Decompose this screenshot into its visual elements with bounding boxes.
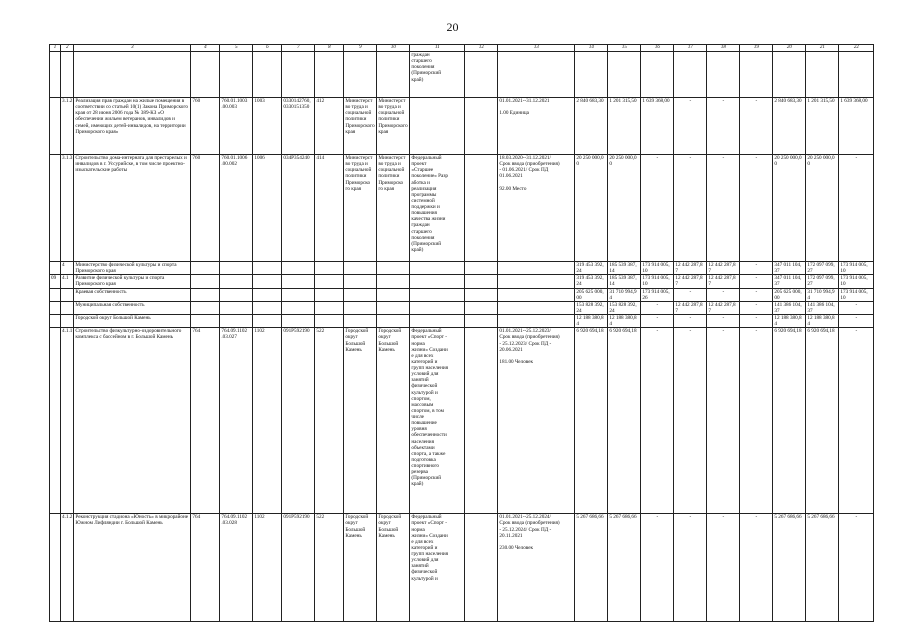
cell-col-1 xyxy=(50,328,61,514)
cell-col-1 xyxy=(50,301,61,314)
cell-col-5: 764.09.1102 .03.027 xyxy=(220,328,253,514)
budget-table xyxy=(49,44,874,622)
cell-col-17: - xyxy=(674,328,707,514)
cell-col-19: - xyxy=(740,98,773,155)
column-number-4: 4 xyxy=(191,45,220,52)
cell-col-8 xyxy=(315,275,344,288)
cell-col-19: - xyxy=(740,275,773,288)
cell-col-19: - xyxy=(740,262,773,275)
cell-col-17: - xyxy=(674,98,707,155)
table-row xyxy=(50,288,874,301)
cell-col-13: 01.01.2021--25.12.2023/ Срок ввода (приобретения) - 25.12.2023/ Срок ПД - 20.06.2021 181.00 Человек xyxy=(498,328,575,514)
cell-col-13 xyxy=(498,288,575,301)
cell-col-19 xyxy=(740,52,773,98)
cell-col-15: 12 188 380,8 4 xyxy=(608,315,641,328)
cell-col-18: 12 442 287,8 7 xyxy=(707,262,740,275)
cell-col-2: 4.1.2 xyxy=(61,514,74,622)
cell-col-3: Министерство физической культуры и спорта Приморского края xyxy=(74,262,191,275)
cell-col-9 xyxy=(344,275,377,288)
cell-col-19: - xyxy=(740,288,773,301)
cell-col-12 xyxy=(465,262,498,275)
table-row xyxy=(50,275,874,288)
cell-col-20: 205 625 000, 00 xyxy=(773,288,806,301)
column-number-3: 3 xyxy=(74,45,191,52)
cell-col-2: 3.1.3 xyxy=(61,155,74,262)
cell-col-11: Федеральный проект «Спорт - норма жизни» Создани е для всех категорий и групп населения условий для занятий физической культурой и спортом, массовым спортом, в том числе повышение уровня обеспеченности населения объектами спорта, а также подготовка спортивного резерва (Приморский край) xyxy=(410,328,465,514)
cell-col-2 xyxy=(61,288,74,301)
cell-col-13: 01.01.2021--31.12.2021 1.00 Единица xyxy=(498,98,575,155)
cell-col-14: 12 188 380,8 4 xyxy=(575,315,608,328)
cell-col-4: 764 xyxy=(191,514,220,622)
cell-col-5 xyxy=(220,301,253,314)
cell-col-7: 0330142760, 0330151350 xyxy=(282,98,315,155)
cell-col-5 xyxy=(220,288,253,301)
cell-col-1: 09 xyxy=(50,275,61,288)
cell-col-18: - xyxy=(707,315,740,328)
cell-col-7 xyxy=(282,301,315,314)
table-row xyxy=(50,155,874,262)
cell-col-19: - xyxy=(740,514,773,622)
cell-col-9: Городской округ Большой Камень xyxy=(344,514,377,622)
cell-col-18: - xyxy=(707,98,740,155)
cell-col-3 xyxy=(74,52,191,98)
cell-col-10 xyxy=(377,52,410,98)
cell-col-6 xyxy=(253,275,282,288)
cell-col-21: 31 710 994,9 4 xyxy=(806,288,839,301)
cell-col-2: 4 xyxy=(61,262,74,275)
cell-col-5: 764.09.1102 .03.028 xyxy=(220,514,253,622)
cell-col-10: Министерст во труда и социальной политики Приморско го края xyxy=(377,155,410,262)
cell-col-17: 12 442 287,8 7 xyxy=(674,301,707,314)
cell-col-20: 5 267 686,66 xyxy=(773,514,806,622)
cell-col-11: граждан старшего поколения (Приморский край) xyxy=(410,52,465,98)
cell-col-14: 6 920 694,18 xyxy=(575,328,608,514)
cell-col-4: 760 xyxy=(191,155,220,262)
cell-col-22: 1 639 368,00 xyxy=(839,98,874,155)
column-number-13: 13 xyxy=(498,45,575,52)
cell-col-11 xyxy=(410,275,465,288)
cell-col-8 xyxy=(315,52,344,98)
cell-col-15: 185 539 387, 14 xyxy=(608,262,641,275)
cell-col-6: 1102 xyxy=(253,514,282,622)
cell-col-10: Министерст во труда и социальной политики Приморского края xyxy=(377,98,410,155)
cell-col-5 xyxy=(220,275,253,288)
cell-col-12 xyxy=(465,52,498,98)
column-number-15: 15 xyxy=(608,45,641,52)
cell-col-6 xyxy=(253,288,282,301)
cell-col-22: 173 914 005, 10 xyxy=(839,288,874,301)
cell-col-7: 091Р592190 xyxy=(282,328,315,514)
continuation-row xyxy=(50,52,874,98)
cell-col-16: - xyxy=(641,315,674,328)
cell-col-9: Городской округ Большой Камень xyxy=(344,328,377,514)
cell-col-4 xyxy=(191,301,220,314)
cell-col-7 xyxy=(282,315,315,328)
cell-col-16: - xyxy=(641,301,674,314)
cell-col-14: 319 453 392, 24 xyxy=(575,262,608,275)
cell-col-15: 6 920 694,18 xyxy=(608,328,641,514)
column-number-21: 21 xyxy=(806,45,839,52)
column-number-17: 17 xyxy=(674,45,707,52)
cell-col-8: 522 xyxy=(315,328,344,514)
cell-col-3: Краевая собственность xyxy=(74,288,191,301)
cell-col-4: 764 xyxy=(191,328,220,514)
cell-col-20: 20 250 000,0 0 xyxy=(773,155,806,262)
cell-col-22: - xyxy=(839,315,874,328)
cell-col-12 xyxy=(465,514,498,622)
table-row xyxy=(50,315,874,328)
cell-col-6 xyxy=(253,301,282,314)
cell-col-14: 205 625 000, 00 xyxy=(575,288,608,301)
cell-col-5 xyxy=(220,315,253,328)
cell-col-2 xyxy=(61,315,74,328)
cell-col-14 xyxy=(575,52,608,98)
cell-col-22: - xyxy=(839,301,874,314)
cell-col-11: Федеральный проект «Спорт - норма жизни» Создани е для всех категорий и групп населения условий для занятий физической культурой и xyxy=(410,514,465,622)
cell-col-10 xyxy=(377,262,410,275)
cell-col-16: - xyxy=(641,514,674,622)
column-number-14: 14 xyxy=(575,45,608,52)
cell-col-8 xyxy=(315,301,344,314)
cell-col-19: - xyxy=(740,155,773,262)
cell-col-18: - xyxy=(707,328,740,514)
cell-col-16: 173 914 005, 26 xyxy=(641,288,674,301)
cell-col-3: Строительство дома-интерната для престарелых и инвалидов в г. Уссурийске, в том числе проектно-изыскательские работы xyxy=(74,155,191,262)
cell-col-9 xyxy=(344,52,377,98)
cell-col-8 xyxy=(315,288,344,301)
cell-col-10: Городской округ Большой Камень xyxy=(377,328,410,514)
cell-col-10: Городской округ Большой Камень xyxy=(377,514,410,622)
cell-col-19: - xyxy=(740,315,773,328)
cell-col-5 xyxy=(220,52,253,98)
cell-col-15 xyxy=(608,52,641,98)
cell-col-9: Министерст во труда и социальной политики Приморско го края xyxy=(344,155,377,262)
cell-col-13 xyxy=(498,52,575,98)
cell-col-20: 6 920 694,18 xyxy=(773,328,806,514)
cell-col-14: 153 828 392, 24 xyxy=(575,301,608,314)
cell-col-14: 2 840 683,30 xyxy=(575,98,608,155)
column-number-8: 8 xyxy=(315,45,344,52)
cell-col-7 xyxy=(282,275,315,288)
cell-col-8: 412 xyxy=(315,98,344,155)
cell-col-15: 31 710 994,9 4 xyxy=(608,288,641,301)
cell-col-1 xyxy=(50,514,61,622)
column-number-19: 19 xyxy=(740,45,773,52)
cell-col-15: 5 267 686,66 xyxy=(608,514,641,622)
cell-col-1 xyxy=(50,262,61,275)
cell-col-19: - xyxy=(740,328,773,514)
cell-col-20: 12 188 380,8 4 xyxy=(773,315,806,328)
cell-col-1 xyxy=(50,52,61,98)
cell-col-7 xyxy=(282,52,315,98)
table-row xyxy=(50,514,874,622)
cell-col-5: 760.01.1003 .00.003 xyxy=(220,98,253,155)
cell-col-4 xyxy=(191,315,220,328)
cell-col-20: 347 011 104, 37 xyxy=(773,275,806,288)
cell-col-21: 141 386 104, 37 xyxy=(806,301,839,314)
cell-col-16: - xyxy=(641,328,674,514)
cell-col-4 xyxy=(191,262,220,275)
cell-col-11 xyxy=(410,98,465,155)
cell-col-21 xyxy=(806,52,839,98)
cell-col-18: - xyxy=(707,514,740,622)
cell-col-9 xyxy=(344,301,377,314)
cell-col-10 xyxy=(377,315,410,328)
cell-col-12 xyxy=(465,155,498,262)
column-number-2: 2 xyxy=(61,45,74,52)
cell-col-11 xyxy=(410,262,465,275)
cell-col-20: 141 386 104, 37 xyxy=(773,301,806,314)
column-number-20: 20 xyxy=(773,45,806,52)
column-number-10: 10 xyxy=(377,45,410,52)
cell-col-9 xyxy=(344,288,377,301)
cell-col-17: - xyxy=(674,155,707,262)
cell-col-21: 20 250 000,0 0 xyxy=(806,155,839,262)
column-number-22: 22 xyxy=(839,45,874,52)
column-number-9: 9 xyxy=(344,45,377,52)
table-row xyxy=(50,262,874,275)
cell-col-22: 173 914 005, 10 xyxy=(839,275,874,288)
cell-col-10 xyxy=(377,301,410,314)
cell-col-4 xyxy=(191,275,220,288)
cell-col-22: - xyxy=(839,328,874,514)
cell-col-10 xyxy=(377,288,410,301)
cell-col-17: - xyxy=(674,315,707,328)
cell-col-13: 18.03.2020--31.12.2021/ Срок ввода (приобретения) - 01.06.2021/ Срок ПД 01.06.2021 92.00 Место xyxy=(498,155,575,262)
cell-col-22 xyxy=(839,52,874,98)
cell-col-19: - xyxy=(740,301,773,314)
page-number: 20 xyxy=(446,20,459,34)
cell-col-14: 5 267 686,66 xyxy=(575,514,608,622)
cell-col-6: 1003 xyxy=(253,98,282,155)
cell-col-8: 522 xyxy=(315,514,344,622)
cell-col-17: 12 442 287,8 7 xyxy=(674,275,707,288)
cell-col-20: 347 011 104, 37 xyxy=(773,262,806,275)
cell-col-12 xyxy=(465,328,498,514)
cell-col-13: 01.01.2021--25.12.2024/ Срок ввода (приобретения) - 25.12.2024/ Срок ПД - 20.11.2021 230.00 Человек xyxy=(498,514,575,622)
table-row xyxy=(50,301,874,314)
cell-col-10 xyxy=(377,275,410,288)
cell-col-5: 760.01.1006 .00.002 xyxy=(220,155,253,262)
cell-col-6: 1102 xyxy=(253,328,282,514)
cell-col-6: 1006 xyxy=(253,155,282,262)
column-number-row xyxy=(50,45,874,52)
cell-col-7: 091Р592190 xyxy=(282,514,315,622)
cell-col-15: 185 539 387, 14 xyxy=(608,275,641,288)
cell-col-17 xyxy=(674,52,707,98)
cell-col-11 xyxy=(410,315,465,328)
cell-col-1 xyxy=(50,315,61,328)
cell-col-3: Реализация прав граждан на жилые помещения в соответствии со статьей 10(1) Закона Приморского края от 28 июня 2006 года № 389-КЗ «О обеспечении жильем ветеранов, инвалидов и семей, имеющих детей-инвалидов, на территории Приморского края» xyxy=(74,98,191,155)
cell-col-12 xyxy=(465,301,498,314)
cell-col-16: 173 914 005, 10 xyxy=(641,262,674,275)
cell-col-11: Федеральный проект «Старшее поколение» Разр аботка и реализация программы системной поддержки и повышения качества жизни граждан старшего поколения (Приморский край) xyxy=(410,155,465,262)
column-number-1: 1 xyxy=(50,45,61,52)
cell-col-16: 1 639 368,00 xyxy=(641,98,674,155)
cell-col-14: 20 250 000,0 0 xyxy=(575,155,608,262)
cell-col-21: 172 097 099, 27 xyxy=(806,275,839,288)
cell-col-17: - xyxy=(674,288,707,301)
cell-col-18: 12 442 287,8 7 xyxy=(707,275,740,288)
cell-col-13 xyxy=(498,262,575,275)
cell-col-6 xyxy=(253,262,282,275)
column-number-6: 6 xyxy=(253,45,282,52)
cell-col-2: 4.1.1 xyxy=(61,328,74,514)
cell-col-22: 173 914 005, 10 xyxy=(839,262,874,275)
cell-col-18: 12 442 287,8 7 xyxy=(707,301,740,314)
cell-col-13 xyxy=(498,301,575,314)
column-number-16: 16 xyxy=(641,45,674,52)
cell-col-13 xyxy=(498,315,575,328)
cell-col-18: - xyxy=(707,155,740,262)
cell-col-8 xyxy=(315,262,344,275)
column-number-12: 12 xyxy=(465,45,498,52)
cell-col-1 xyxy=(50,288,61,301)
cell-col-21: 6 920 694,18 xyxy=(806,328,839,514)
cell-col-12 xyxy=(465,275,498,288)
cell-col-4: 760 xyxy=(191,98,220,155)
cell-col-14: 319 453 392, 24 xyxy=(575,275,608,288)
cell-col-22: - xyxy=(839,514,874,622)
cell-col-18: - xyxy=(707,288,740,301)
column-number-18: 18 xyxy=(707,45,740,52)
cell-col-15: 1 201 315,50 xyxy=(608,98,641,155)
cell-col-7 xyxy=(282,288,315,301)
cell-col-21: 172 097 099, 27 xyxy=(806,262,839,275)
cell-col-22: - xyxy=(839,155,874,262)
cell-col-3: Муниципальная собственность xyxy=(74,301,191,314)
cell-col-11 xyxy=(410,288,465,301)
cell-col-2: 3.1.2 xyxy=(61,98,74,155)
cell-col-3: Городской округ Большой Камень xyxy=(74,315,191,328)
cell-col-2: 4.1 xyxy=(61,275,74,288)
cell-col-1 xyxy=(50,155,61,262)
cell-col-13 xyxy=(498,275,575,288)
cell-col-21: 5 267 686,66 xyxy=(806,514,839,622)
cell-col-1 xyxy=(50,98,61,155)
cell-col-17: 12 442 287,8 7 xyxy=(674,262,707,275)
cell-col-12 xyxy=(465,98,498,155)
cell-col-20 xyxy=(773,52,806,98)
cell-col-15: 20 250 000,0 0 xyxy=(608,155,641,262)
cell-col-16 xyxy=(641,52,674,98)
cell-col-9 xyxy=(344,315,377,328)
cell-col-9: Министерст во труда и социальной политики Приморского края xyxy=(344,98,377,155)
cell-col-5 xyxy=(220,262,253,275)
cell-col-6 xyxy=(253,315,282,328)
cell-col-7 xyxy=(282,262,315,275)
column-number-7: 7 xyxy=(282,45,315,52)
cell-col-2 xyxy=(61,301,74,314)
cell-col-18 xyxy=(707,52,740,98)
cell-col-7: 034P354240 xyxy=(282,155,315,262)
cell-col-4 xyxy=(191,288,220,301)
column-number-5: 5 xyxy=(220,45,253,52)
table-row xyxy=(50,98,874,155)
cell-col-8 xyxy=(315,315,344,328)
cell-col-11 xyxy=(410,301,465,314)
cell-col-16: - xyxy=(641,155,674,262)
cell-col-3: Реконструкция стадиона «Юность» в микрорайоне Южном Лифляндии г. Большой Камень xyxy=(74,514,191,622)
cell-col-6 xyxy=(253,52,282,98)
cell-col-3: Строительство физкультурно-оздоровительного комплекса с бассейном в г. Большой Камень xyxy=(74,328,191,514)
cell-col-12 xyxy=(465,315,498,328)
cell-col-9 xyxy=(344,262,377,275)
cell-col-2 xyxy=(61,52,74,98)
cell-col-12 xyxy=(465,288,498,301)
cell-col-17: - xyxy=(674,514,707,622)
cell-col-3: Развитие физической культуры и спорта Приморского края xyxy=(74,275,191,288)
cell-col-16: 173 914 005, 10 xyxy=(641,275,674,288)
cell-col-20: 2 840 683,30 xyxy=(773,98,806,155)
cell-col-15: 153 828 392, 24 xyxy=(608,301,641,314)
cell-col-21: 1 201 315,50 xyxy=(806,98,839,155)
cell-col-8: 414 xyxy=(315,155,344,262)
cell-col-4 xyxy=(191,52,220,98)
table-row xyxy=(50,328,874,514)
cell-col-21: 12 188 380,8 4 xyxy=(806,315,839,328)
column-number-11: 11 xyxy=(410,45,465,52)
